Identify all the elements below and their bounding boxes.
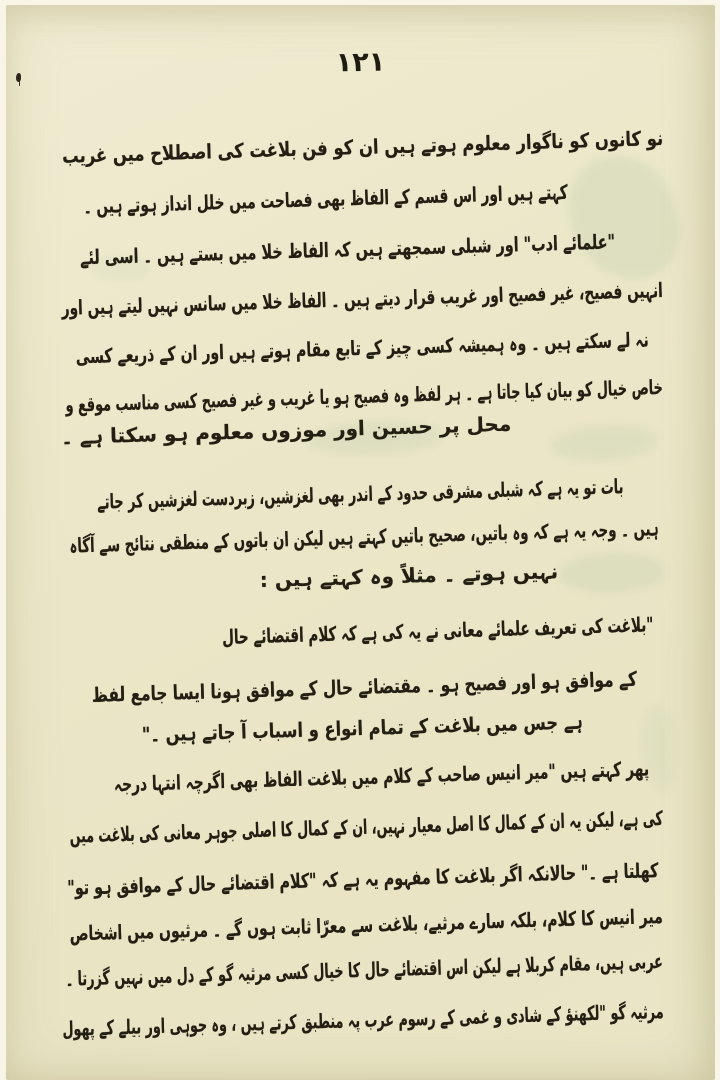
text-line-ink: "علمائے ادب" اور شبلی سمجھتے ہیں کہ الفاظ خلا میں بستے ہیں ۔ اسی لئے	[79, 229, 616, 270]
book-page	[6, 5, 715, 1080]
text-line-ink: میر انیس کا کلام، بلکہ سارے مرثیے، بلاغت سے معرّا ثابت ہوں گے ۔ مرثیوں میں اشخاص	[69, 904, 664, 946]
text-line-ink: ہے جس میں بلاغت کے تمام انواع و اسباب آ جاتے ہیں ۔"	[141, 709, 583, 747]
text-line-ink: کے موافق ہو اور فصیح ہو ۔ مقتضائے حال کے موافق ہونا ایسا جامع لفظ	[91, 666, 638, 707]
text-area	[61, 5, 663, 1080]
text-line-ink: "بلاغت کی تعریف علمائے معانی نے یہ کی ہے کہ کلام اقتضائے حال	[221, 612, 654, 650]
text-line-ink: پھر کہتے ہیں "میر انیس صاحب کے کلام میں بلاغت الفاظ بھی اگرچہ انتہا درجہ	[113, 756, 650, 797]
page-number: ۱۲۱	[335, 46, 386, 79]
text-line-ink: کہتے ہیں اور اس قسم کے الفاظ بھی فصاحت میں خلل انداز ہوتے ہیں ۔	[83, 179, 569, 219]
text-line-ink: انہیں فصیح، غیر فصیح اور غریب قرار دیتے ہیں ۔ الفاظ خلا میں سانس نہیں لیتے ہیں اور	[61, 278, 664, 320]
text-line	[61, 601, 664, 665]
text-line-ink: عربی ہیں، مقام کربلا ہے لیکن اس اقتضائے حال کا خیال کسی مرثیہ گو کے دل میں نہیں گزرتا ۔	[65, 949, 664, 991]
text-line-ink: خاص خیال کو بیان کیا جاتا ہے ۔ ہر لفظ وہ فصیح ہو یا غریب و غیر فصیح کسی مناسب موقع و	[65, 375, 664, 417]
text-line-ink: بات تو یہ ہے کہ شبلی مشرقی حدود کے اندر بھی لغزشیں، زبردست لغزشیں کر جاتے	[96, 474, 624, 514]
text-line-ink: کی ہے، لیکن یہ ان کے کمال کا اصل معیار نہیں، ان کے کمال کا اصلی جوہر معانی کی بلاغت میں	[69, 806, 664, 848]
text-line-ink: محل پر حسین اور موزوں معلوم ہو سکتا ہے ۔	[60, 411, 512, 449]
text-line-ink: نو کانوں کو ناگوار معلوم ہوتے ہیں ان کو فن بلاغت کی اصطلاح میں غریب	[61, 126, 664, 168]
text-line-ink: ہیں ۔ وجہ یہ ہے کہ وہ باتیں، صحیح باتیں کہتے ہیں لیکن ان باتوں کے منطقی نتائج سے آگاہ	[69, 516, 660, 558]
text-line-ink: کھلتا ہے ۔" حالانکہ اگر بلاغت کا مفہوم یہ ہے کہ "کلام اقتضائے حال کے موافق ہو تو"	[66, 858, 659, 900]
text-line-ink: مرثیہ گو "لکھنؤ کے شادی و غمی کے رسوم عرب پہ منطبق کرتے ہیں ، وہ جوہی اور بیلے کے پھول	[61, 999, 664, 1041]
text-line-ink: نہیں ہوتے ۔ مثلاً وہ کہتے ہیں :	[259, 559, 559, 592]
text-line-ink: نہ لے سکتے ہیں ۔ وہ ہمیشہ کسی چیز کے تابع مقام ہوتے ہیں اور ان کے ذریعے کسی	[75, 327, 650, 369]
